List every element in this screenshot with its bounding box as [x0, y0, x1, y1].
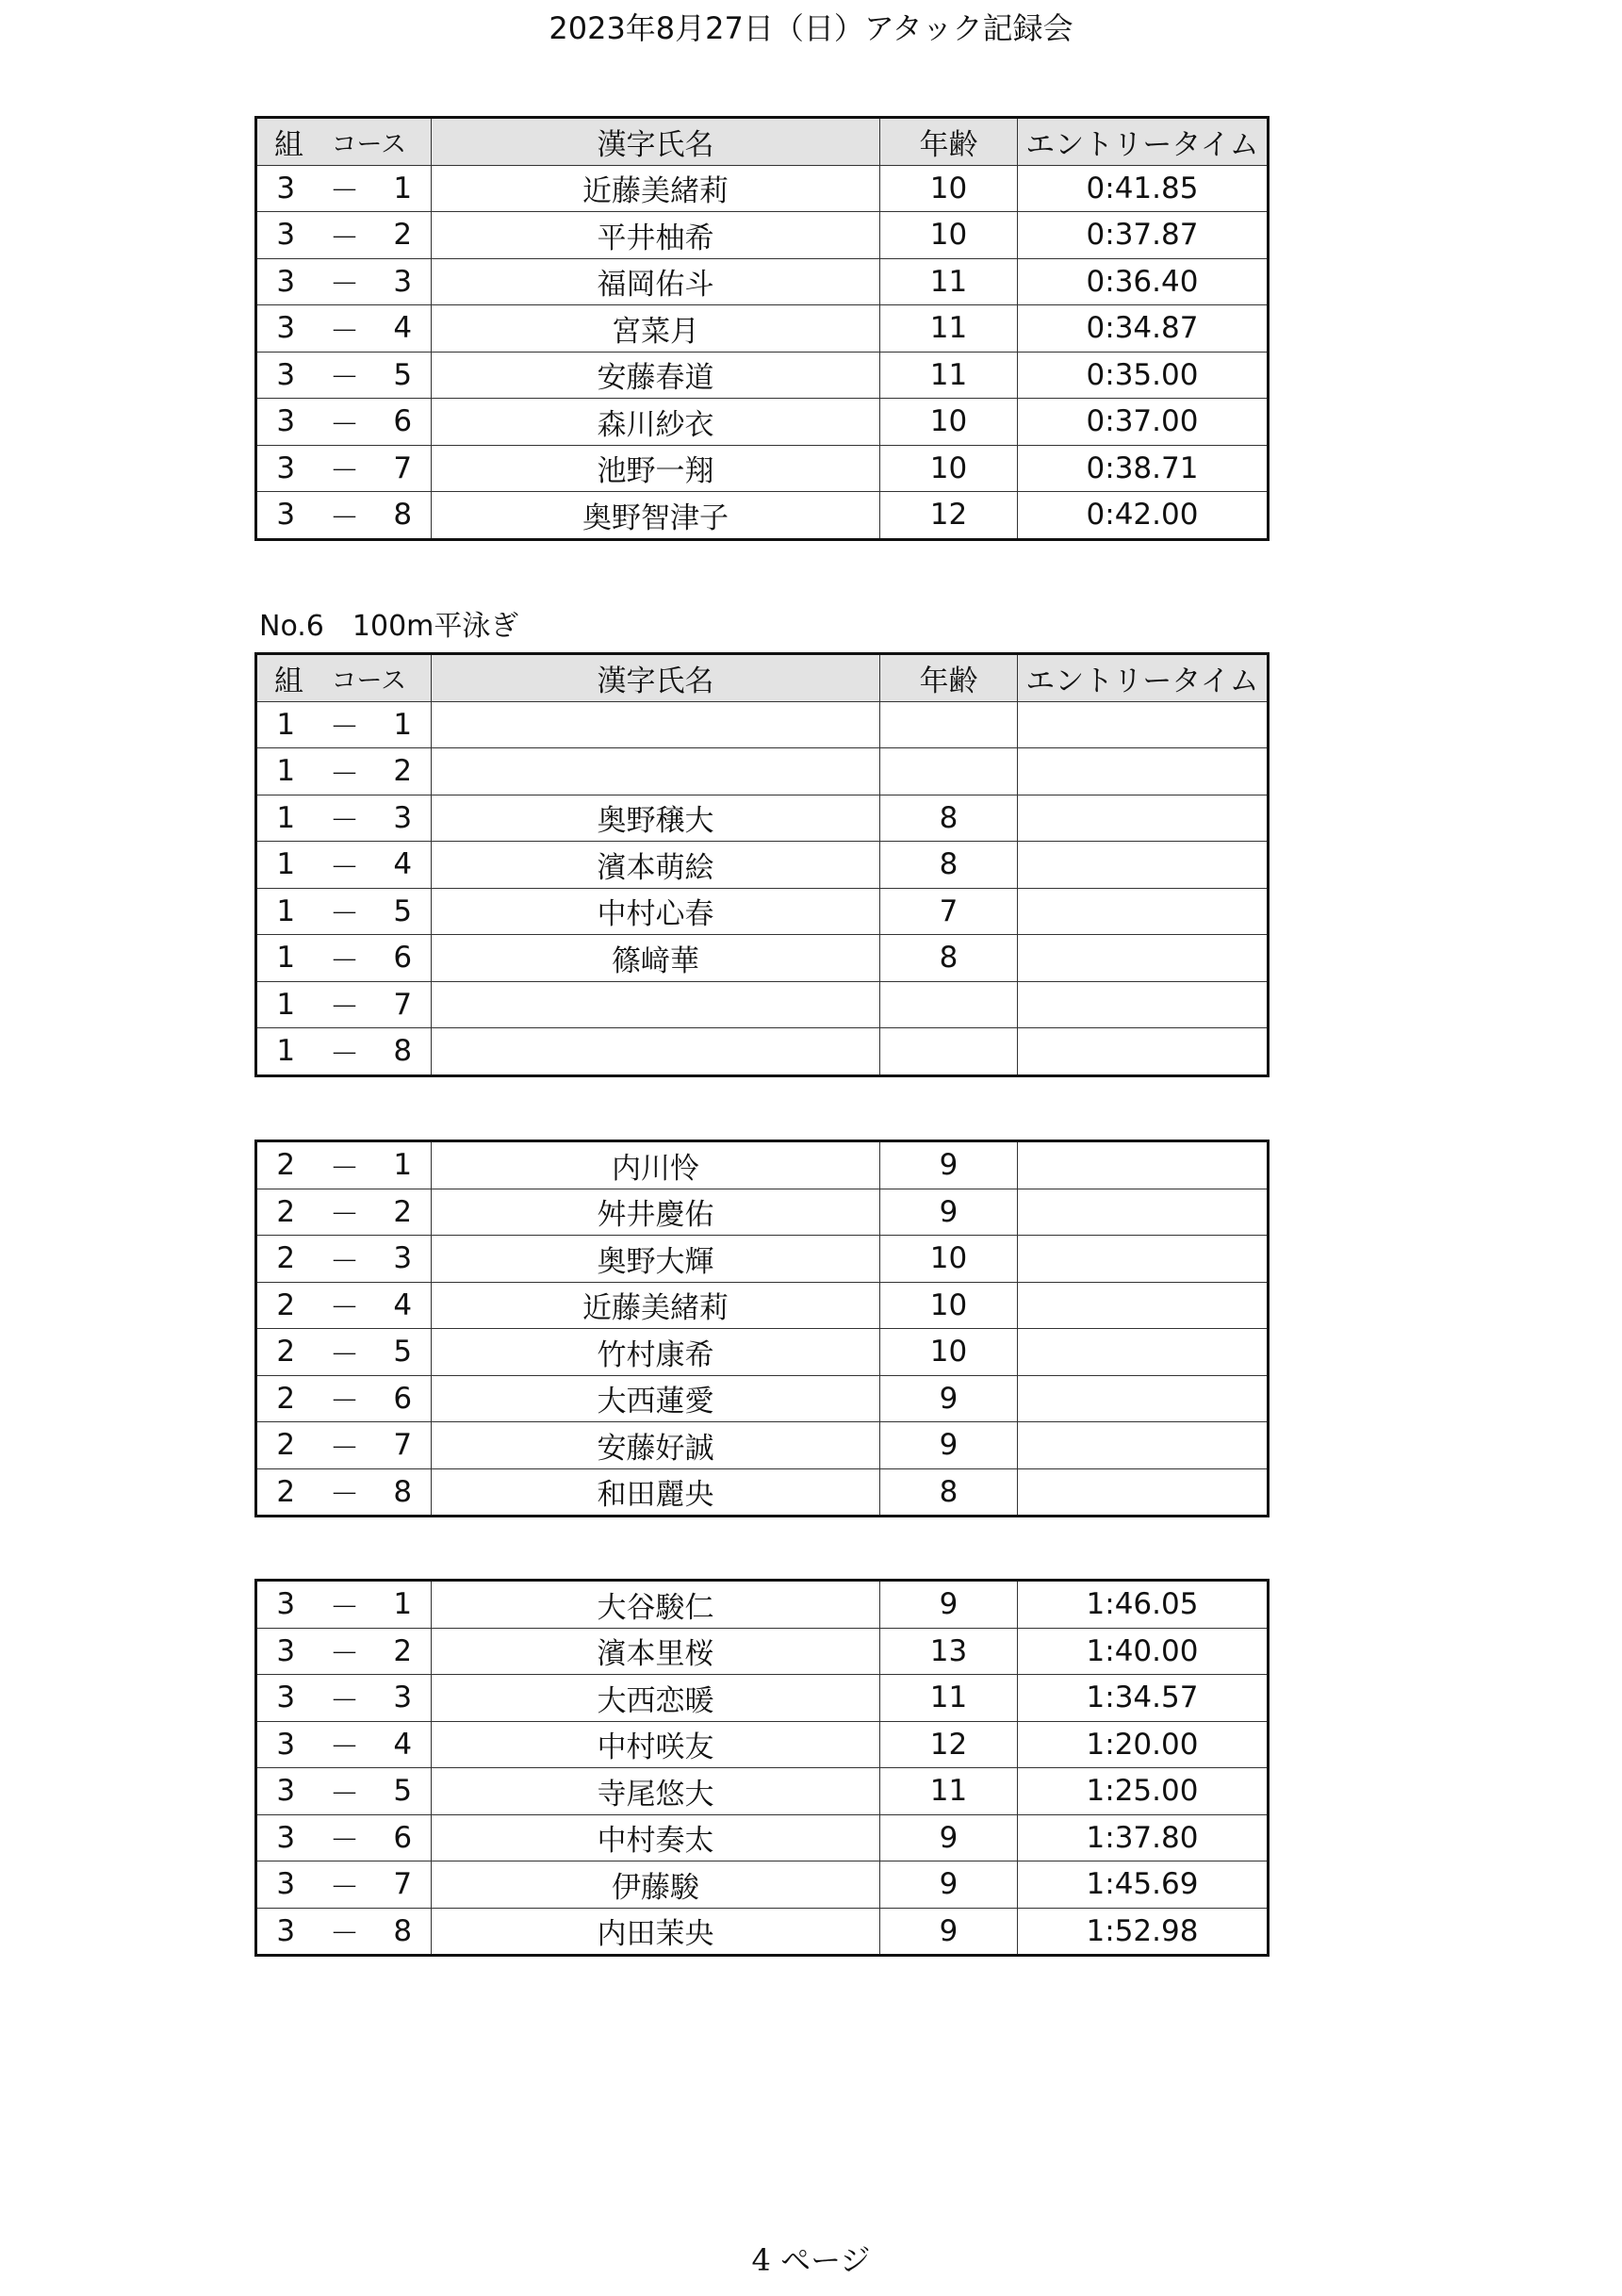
cell-group: 1 [256, 842, 315, 889]
cell-entry-time: 0:34.87 [1018, 305, 1269, 353]
table-row [256, 888, 1269, 935]
cell-age: 9 [880, 1375, 1018, 1422]
cell-age: 9 [880, 1861, 1018, 1909]
cell-name: 近藤美緒莉 [432, 165, 880, 212]
cell-entry-time [1018, 935, 1269, 982]
table-row [256, 1721, 1269, 1768]
entry-table-heat2 [254, 1140, 1270, 1517]
cell-group: 1 [256, 935, 315, 982]
cell-entry-time [1018, 795, 1269, 842]
cell-lane: 2 [375, 1189, 432, 1236]
cell-group: 3 [256, 305, 315, 353]
cell-dash: － [315, 445, 375, 492]
cell-dash: － [315, 352, 375, 399]
cell-name: 池野一翔 [432, 445, 880, 492]
table-row [256, 1141, 1269, 1189]
table-row [256, 1422, 1269, 1469]
cell-dash: － [315, 1468, 375, 1517]
cell-group: 3 [256, 258, 315, 305]
cell-dash: － [315, 1282, 375, 1329]
cell-group: 2 [256, 1282, 315, 1329]
cell-lane: 1 [375, 701, 432, 748]
table-row [256, 842, 1269, 889]
cell-dash: － [315, 258, 375, 305]
header-name: 漢字氏名 [432, 118, 880, 166]
table-row [256, 1814, 1269, 1861]
cell-entry-time [1018, 701, 1269, 748]
header-name: 漢字氏名 [432, 654, 880, 702]
table-row [256, 492, 1269, 540]
cell-group: 1 [256, 1028, 315, 1076]
cell-name: 大西蓮愛 [432, 1375, 880, 1422]
cell-age: 9 [880, 1581, 1018, 1629]
cell-lane: 6 [375, 935, 432, 982]
cell-group: 3 [256, 1675, 315, 1722]
cell-lane: 7 [375, 981, 432, 1028]
page-title: 2023年8月27日（日）アタック記録会 [549, 10, 1073, 46]
cell-name: 奥野智津子 [432, 492, 880, 540]
header-entry-time: エントリータイム [1018, 118, 1269, 166]
cell-entry-time [1018, 1282, 1269, 1329]
cell-group: 2 [256, 1468, 315, 1517]
cell-dash: － [315, 1422, 375, 1469]
table-row [256, 981, 1269, 1028]
cell-lane: 6 [375, 1814, 432, 1861]
cell-entry-time [1018, 1236, 1269, 1283]
cell-age: 8 [880, 1468, 1018, 1517]
cell-dash: － [315, 1675, 375, 1722]
table-row [256, 352, 1269, 399]
cell-name [432, 748, 880, 795]
cell-age: 9 [880, 1189, 1018, 1236]
cell-group: 1 [256, 981, 315, 1028]
table-row [256, 795, 1269, 842]
table-row [256, 1329, 1269, 1376]
cell-lane: 2 [375, 748, 432, 795]
cell-group: 2 [256, 1189, 315, 1236]
cell-lane: 7 [375, 1422, 432, 1469]
cell-name: 寺尾悠大 [432, 1768, 880, 1815]
cell-group: 3 [256, 399, 315, 446]
cell-name [432, 701, 880, 748]
table-header-row [256, 654, 1269, 702]
cell-lane: 2 [375, 212, 432, 259]
cell-entry-time [1018, 1141, 1269, 1189]
cell-age: 7 [880, 888, 1018, 935]
cell-dash: － [315, 1236, 375, 1283]
cell-entry-time [1018, 1468, 1269, 1517]
cell-group: 1 [256, 701, 315, 748]
cell-age: 9 [880, 1141, 1018, 1189]
cell-entry-time: 1:25.00 [1018, 1768, 1269, 1815]
cell-group: 3 [256, 212, 315, 259]
cell-dash: － [315, 492, 375, 540]
cell-age: 8 [880, 935, 1018, 982]
cell-group: 1 [256, 795, 315, 842]
cell-dash: － [315, 212, 375, 259]
cell-name: 平井柚希 [432, 212, 880, 259]
cell-dash: － [315, 981, 375, 1028]
cell-entry-time: 1:45.69 [1018, 1861, 1269, 1909]
header-age: 年齢 [880, 654, 1018, 702]
cell-entry-time [1018, 1329, 1269, 1376]
table-row [256, 701, 1269, 748]
cell-lane: 5 [375, 352, 432, 399]
cell-age: 10 [880, 445, 1018, 492]
cell-group: 2 [256, 1236, 315, 1283]
cell-entry-time: 1:34.57 [1018, 1675, 1269, 1722]
cell-name: 大西恋暖 [432, 1675, 880, 1722]
cell-group: 2 [256, 1422, 315, 1469]
cell-name: 舛井慶佑 [432, 1189, 880, 1236]
table-row [256, 1861, 1269, 1909]
cell-entry-time [1018, 888, 1269, 935]
event-title: No.6 100m平泳ぎ [259, 610, 519, 643]
header-group: 組 [256, 654, 315, 702]
table-row [256, 1236, 1269, 1283]
cell-entry-time [1018, 1422, 1269, 1469]
cell-age: 8 [880, 842, 1018, 889]
cell-age [880, 701, 1018, 748]
table-row [256, 1468, 1269, 1517]
cell-name: 奥野大輝 [432, 1236, 880, 1283]
table-row [256, 1581, 1269, 1629]
cell-dash: － [315, 1375, 375, 1422]
cell-dash: － [315, 888, 375, 935]
cell-name: 伊藤駿 [432, 1861, 880, 1909]
cell-group: 1 [256, 748, 315, 795]
cell-name: 近藤美緒莉 [432, 1282, 880, 1329]
cell-lane: 3 [375, 258, 432, 305]
cell-dash: － [315, 1814, 375, 1861]
cell-group: 3 [256, 445, 315, 492]
cell-dash: － [315, 1028, 375, 1076]
cell-entry-time: 0:37.00 [1018, 399, 1269, 446]
table-row [256, 399, 1269, 446]
cell-lane: 5 [375, 888, 432, 935]
cell-dash: － [315, 795, 375, 842]
cell-name: 中村奏太 [432, 1814, 880, 1861]
cell-age: 10 [880, 399, 1018, 446]
cell-entry-time [1018, 981, 1269, 1028]
header-group: 組 [256, 118, 315, 166]
table-row [256, 1675, 1269, 1722]
cell-lane: 4 [375, 305, 432, 353]
cell-age [880, 748, 1018, 795]
cell-lane: 5 [375, 1768, 432, 1815]
cell-lane: 3 [375, 795, 432, 842]
cell-lane: 8 [375, 1908, 432, 1956]
cell-age: 11 [880, 1768, 1018, 1815]
cell-lane: 8 [375, 492, 432, 540]
cell-group: 3 [256, 352, 315, 399]
cell-name: 森川紗衣 [432, 399, 880, 446]
cell-dash: － [315, 935, 375, 982]
header-course: コース [315, 118, 432, 166]
cell-name: 和田麗央 [432, 1468, 880, 1517]
cell-age: 10 [880, 1329, 1018, 1376]
cell-group: 3 [256, 165, 315, 212]
cell-group: 3 [256, 1721, 315, 1768]
cell-name: 中村心春 [432, 888, 880, 935]
table-row [256, 748, 1269, 795]
cell-dash: － [315, 1908, 375, 1956]
table-row [256, 1375, 1269, 1422]
entry-table-heat3 [254, 1579, 1270, 1957]
cell-dash: － [315, 748, 375, 795]
cell-lane: 6 [375, 1375, 432, 1422]
cell-age: 13 [880, 1628, 1018, 1675]
cell-name [432, 1028, 880, 1076]
cell-age: 9 [880, 1814, 1018, 1861]
table-row [256, 1908, 1269, 1956]
cell-lane: 4 [375, 1721, 432, 1768]
cell-lane: 7 [375, 1861, 432, 1909]
cell-lane: 7 [375, 445, 432, 492]
table-row [256, 212, 1269, 259]
table-row [256, 1282, 1269, 1329]
table-row [256, 165, 1269, 212]
cell-entry-time: 0:41.85 [1018, 165, 1269, 212]
cell-entry-time: 1:46.05 [1018, 1581, 1269, 1629]
cell-entry-time: 0:37.87 [1018, 212, 1269, 259]
table-row [256, 935, 1269, 982]
header-entry-time: エントリータイム [1018, 654, 1269, 702]
cell-dash: － [315, 399, 375, 446]
cell-group: 3 [256, 492, 315, 540]
cell-group: 3 [256, 1814, 315, 1861]
cell-name: 宮菜月 [432, 305, 880, 353]
cell-dash: － [315, 305, 375, 353]
cell-name: 内田茉央 [432, 1908, 880, 1956]
cell-lane: 4 [375, 842, 432, 889]
page-number: 4 ページ [751, 2242, 871, 2278]
cell-age: 10 [880, 1282, 1018, 1329]
cell-age: 9 [880, 1908, 1018, 1956]
cell-age: 12 [880, 1721, 1018, 1768]
table-row [256, 1189, 1269, 1236]
cell-entry-time: 0:38.71 [1018, 445, 1269, 492]
cell-name: 福岡佑斗 [432, 258, 880, 305]
cell-lane: 8 [375, 1468, 432, 1517]
cell-lane: 2 [375, 1628, 432, 1675]
cell-group: 1 [256, 888, 315, 935]
cell-name: 濱本里桜 [432, 1628, 880, 1675]
cell-dash: － [315, 1721, 375, 1768]
header-course: コース [315, 654, 432, 702]
table-row [256, 1028, 1269, 1076]
cell-entry-time: 0:42.00 [1018, 492, 1269, 540]
cell-name: 濱本萌絵 [432, 842, 880, 889]
cell-entry-time: 0:36.40 [1018, 258, 1269, 305]
cell-lane: 1 [375, 1141, 432, 1189]
cell-age: 11 [880, 305, 1018, 353]
cell-lane: 4 [375, 1282, 432, 1329]
cell-entry-time [1018, 1375, 1269, 1422]
cell-entry-time [1018, 842, 1269, 889]
cell-group: 3 [256, 1768, 315, 1815]
cell-entry-time: 0:35.00 [1018, 352, 1269, 399]
cell-age: 8 [880, 795, 1018, 842]
cell-dash: － [315, 1581, 375, 1629]
cell-lane: 8 [375, 1028, 432, 1076]
cell-group: 3 [256, 1861, 315, 1909]
cell-age [880, 1028, 1018, 1076]
entry-table-prev-heat3 [254, 116, 1270, 541]
entry-table-heat1 [254, 652, 1270, 1077]
cell-entry-time: 1:52.98 [1018, 1908, 1269, 1956]
cell-age [880, 981, 1018, 1028]
cell-dash: － [315, 1189, 375, 1236]
cell-name: 中村咲友 [432, 1721, 880, 1768]
cell-group: 2 [256, 1141, 315, 1189]
cell-name: 安藤春道 [432, 352, 880, 399]
cell-dash: － [315, 701, 375, 748]
cell-entry-time [1018, 1189, 1269, 1236]
cell-age: 11 [880, 352, 1018, 399]
table-row [256, 305, 1269, 353]
header-age: 年齢 [880, 118, 1018, 166]
cell-dash: － [315, 1329, 375, 1376]
cell-dash: － [315, 1628, 375, 1675]
cell-group: 3 [256, 1581, 315, 1629]
cell-age: 9 [880, 1422, 1018, 1469]
cell-lane: 1 [375, 165, 432, 212]
cell-name: 安藤好誠 [432, 1422, 880, 1469]
cell-entry-time [1018, 748, 1269, 795]
cell-lane: 6 [375, 399, 432, 446]
cell-lane: 5 [375, 1329, 432, 1376]
cell-entry-time: 1:20.00 [1018, 1721, 1269, 1768]
cell-lane: 1 [375, 1581, 432, 1629]
cell-lane: 3 [375, 1675, 432, 1722]
cell-dash: － [315, 1861, 375, 1909]
cell-age: 11 [880, 1675, 1018, 1722]
table-row [256, 445, 1269, 492]
cell-dash: － [315, 1768, 375, 1815]
table-row [256, 1768, 1269, 1815]
cell-name: 大谷駿仁 [432, 1581, 880, 1629]
cell-name: 内川怜 [432, 1141, 880, 1189]
cell-group: 3 [256, 1628, 315, 1675]
cell-group: 2 [256, 1329, 315, 1376]
cell-dash: － [315, 1141, 375, 1189]
cell-group: 3 [256, 1908, 315, 1956]
table-header-row [256, 118, 1269, 166]
cell-age: 10 [880, 212, 1018, 259]
cell-entry-time: 1:40.00 [1018, 1628, 1269, 1675]
cell-dash: － [315, 842, 375, 889]
cell-name [432, 981, 880, 1028]
table-row [256, 258, 1269, 305]
cell-age: 12 [880, 492, 1018, 540]
cell-name: 奥野穣大 [432, 795, 880, 842]
cell-group: 2 [256, 1375, 315, 1422]
cell-age: 10 [880, 165, 1018, 212]
cell-entry-time: 1:37.80 [1018, 1814, 1269, 1861]
cell-name: 竹村康希 [432, 1329, 880, 1376]
table-row [256, 1628, 1269, 1675]
cell-age: 10 [880, 1236, 1018, 1283]
cell-name: 篠﨑華 [432, 935, 880, 982]
cell-age: 11 [880, 258, 1018, 305]
cell-entry-time [1018, 1028, 1269, 1076]
cell-dash: － [315, 165, 375, 212]
cell-lane: 3 [375, 1236, 432, 1283]
